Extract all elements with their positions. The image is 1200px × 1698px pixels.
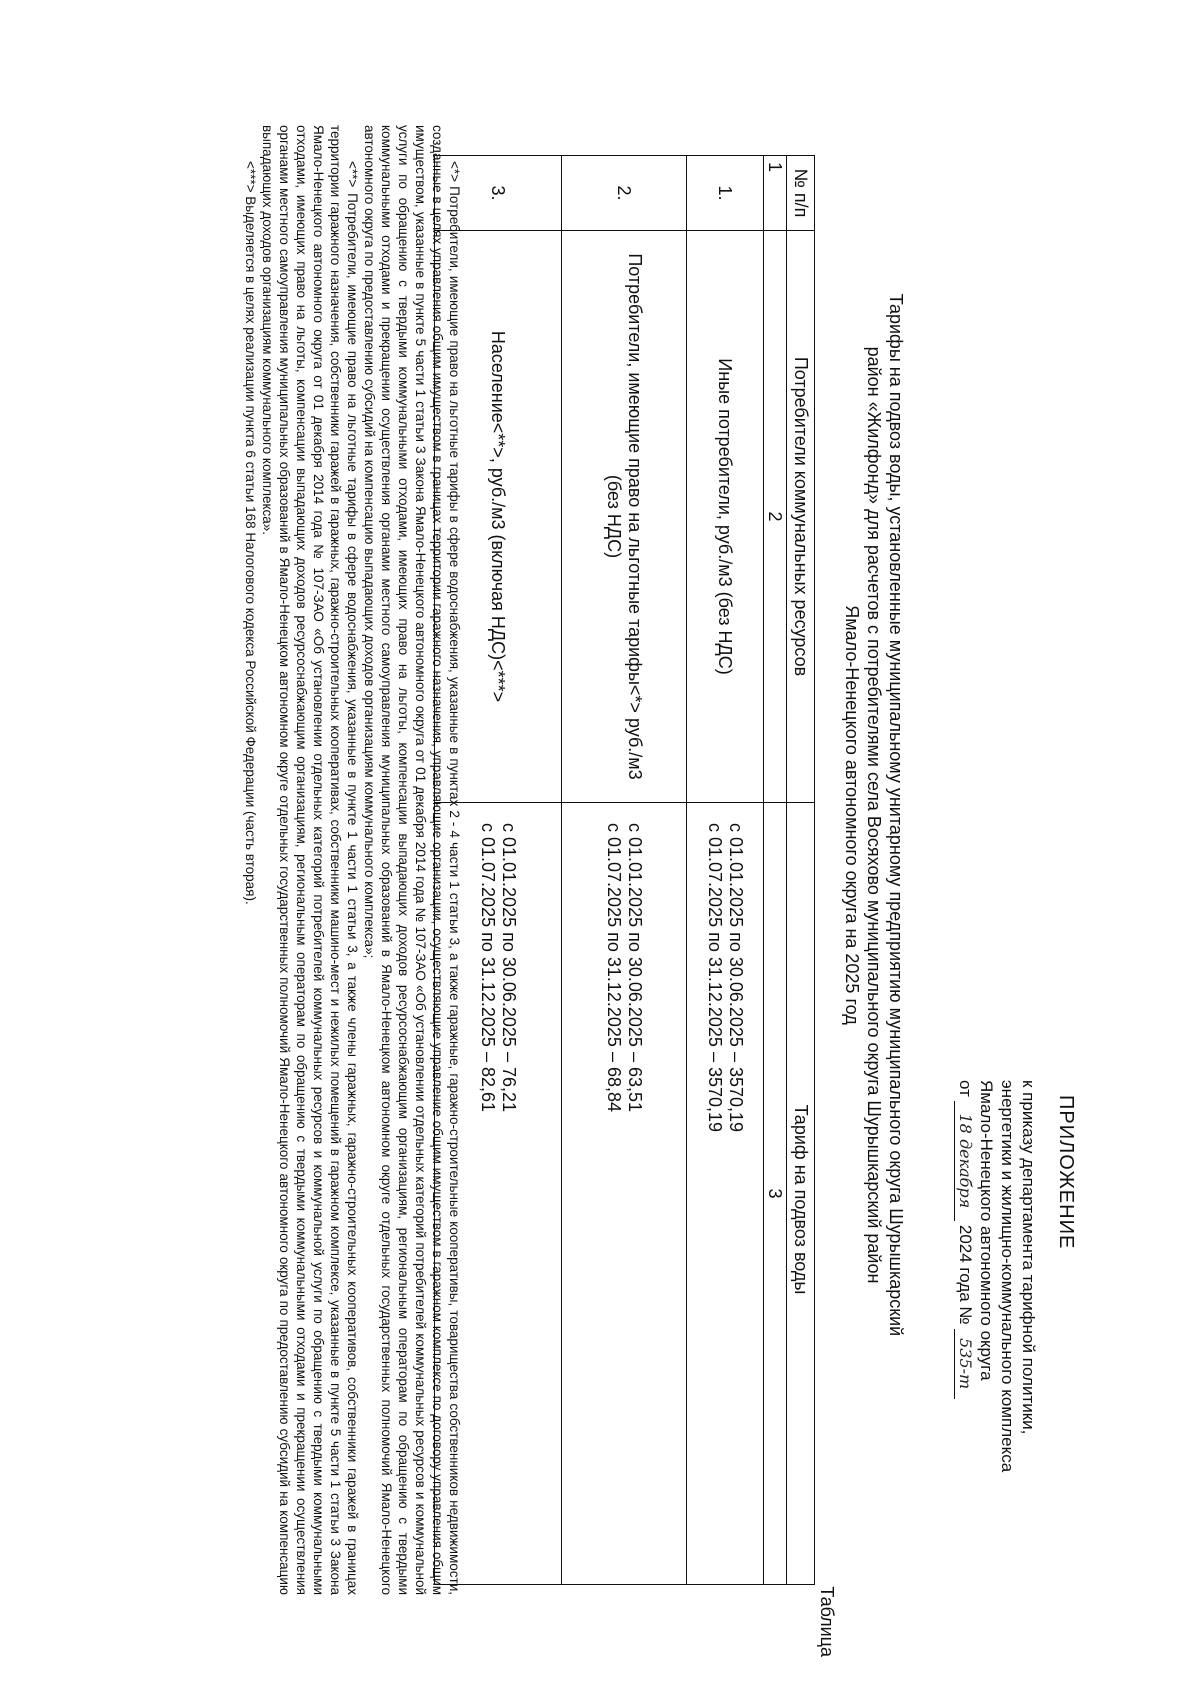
title-line-2: район «Жилфонд» для расчетов с потребителями села Восяхово муниципального округа Шурышкарский район [864,346,884,1284]
column-number-3: 3 [764,803,787,1585]
header-tariff: Тариф на подвоз воды [787,803,815,1585]
title-line-1: Тарифы на подвоз воды, установленные муниципальному унитарному предприятию муниципального округа Шурышкарский [886,293,906,1337]
table-row [562,156,687,1585]
row-consumer: Иные потребители, руб./м3 (без НДС) [687,231,764,803]
column-number-2: 2 [764,231,787,803]
date-prefix: от [956,1080,975,1097]
row-tariffs [687,803,764,1585]
footnote-2: <**> Потребители, имеющие право на льготные тарифы в сфере водоснабжения, указанные в пункте 1 части 1 статьи 3, а также члены гаражных, гаражно-строительных кооперативов, собственники гаражей в границах территории гаражного назначения, собственники гаражей в гаражных, гаражно-строительных кооперативах, собственники машино-мест и нежилых помещений в гаражном комплексе, указанные в пункте 5 части 1 статьи 3 Закона Ямало-Ненецкого автономного округа от 01 декабря 2014 года № 107-ЗАО «Об установлении отдельных категорий потребителей коммунальных ресурсов и коммунальной услуги по обращению с твердыми коммунальными отходами, имеющих право на льготы, компенсации выпадающих доходов ресурсоснабжающим организациям, региональным операторам по обращению с твердыми коммунальными отходами и прекращении осуществления органами местного самоуправления муниципальных образований в Ямало-Ненецком автономном округе отдельных государственных полномочий Ямало-Ненецкого автономного округа по предоставлению субсидий на компенсацию выпадающих доходов организациям коммунального комплекса». [260,125,360,1595]
row-consumer: Потребители, имеющие право на льготные тарифы<*> руб./м3 (без НДС) [562,231,687,803]
tariff-first-half: с 01.01.2025 по 30.06.2025 – 76,21 [499,823,519,1112]
handwritten-date: 18 декабря [954,1101,976,1221]
header-number: № п/п [787,156,815,231]
footnote-3: <***> Выделяется в целях реализации пункта 6 статьи 168 Налогового кодекса Российской Федерации (часть вторая). [243,161,258,905]
table-row [687,156,764,1585]
title-line-3: Ямало-Ненецкого автономного округа на 2025 год [842,605,862,1025]
row-number: 3. [435,156,562,231]
tariff-second-half: с 01.07.2025 по 31.12.2025 – 68,84 [604,823,624,1112]
appendix-line-1: к приказу департамента тарифной политики, [1019,1080,1038,1435]
row-tariffs [562,803,687,1585]
table-column-number-row [764,156,787,1585]
column-number-1: 1 [764,156,787,231]
appendix-line-3: Ямало-Ненецкого автономного округа [977,1080,996,1381]
handwritten-order-number: 535-т [954,1329,976,1399]
appendix-line-2: энергетики и жилищно-коммунального комплекса [998,1080,1017,1473]
row-consumer: Население<**>, руб./м3 (включая НДС)<***> [435,231,562,803]
header-consumers: Потребители коммунальных ресурсов [787,231,815,803]
document-title [841,235,907,1395]
table-header-row [787,156,815,1585]
tariff-first-half: с 01.01.2025 по 30.06.2025 – 63,51 [625,823,645,1112]
footnotes [242,125,463,1595]
tariff-second-half: с 01.07.2025 по 31.12.2025 – 82,61 [478,823,498,1112]
tariff-table [434,155,815,1585]
rotated-document-page [55,95,1085,1655]
table-caption: Таблица [817,1586,837,1657]
tariff-first-half: с 01.01.2025 по 30.06.2025 – 3570,19 [726,823,746,1133]
order-year-text: 2024 года № [956,1224,975,1325]
appendix-title: ПРИЛОЖЕНИЕ [1055,1095,1077,1250]
footnote-1: <*> Потребители, имеющие право на льготные тарифы в сфере водоснабжения, указанные в пунктах 2 - 4 части 1 статьи 3, а также гаражные, гаражно-строительные кооперативы, товарищества собственников недвижимости, созданные в целях управления общим имуществом в границах территории гаражного назначения, управляющие организации, осуществляющие управление общим имуществом в гаражном комплексе по договору управления общим имуществом, указанные в пункте 5 части 1 статьи 3 Закона Ямало-Ненецкого автономного округа от 01 декабря 2014 года № 107-ЗАО «Об установлении отдельных категорий потребителей коммунальных ресурсов и коммунальной услуги по обращению с твердыми коммунальными отходами, имеющих право на льготы, компенсации выпадающих доходов ресурсоснабжающим организациям, региональным операторам по обращению с твердыми коммунальными отходами и прекращении осуществления органами местного самоуправления муниципальных образований в Ямало-Ненецком автономном округе отдельных государственных полномочий Ямало-Ненецкого автономного округа по предоставлению субсидий на компенсацию выпадающих доходов организациям коммунального комплекса»; [362,125,462,1595]
appendix-order-reference [954,1080,1039,1472]
order-date-line [954,1080,976,1472]
row-number: 2. [562,156,687,231]
row-number: 1. [687,156,764,231]
tariff-second-half: с 01.07.2025 по 31.12.2025 – 3570,19 [705,823,725,1133]
